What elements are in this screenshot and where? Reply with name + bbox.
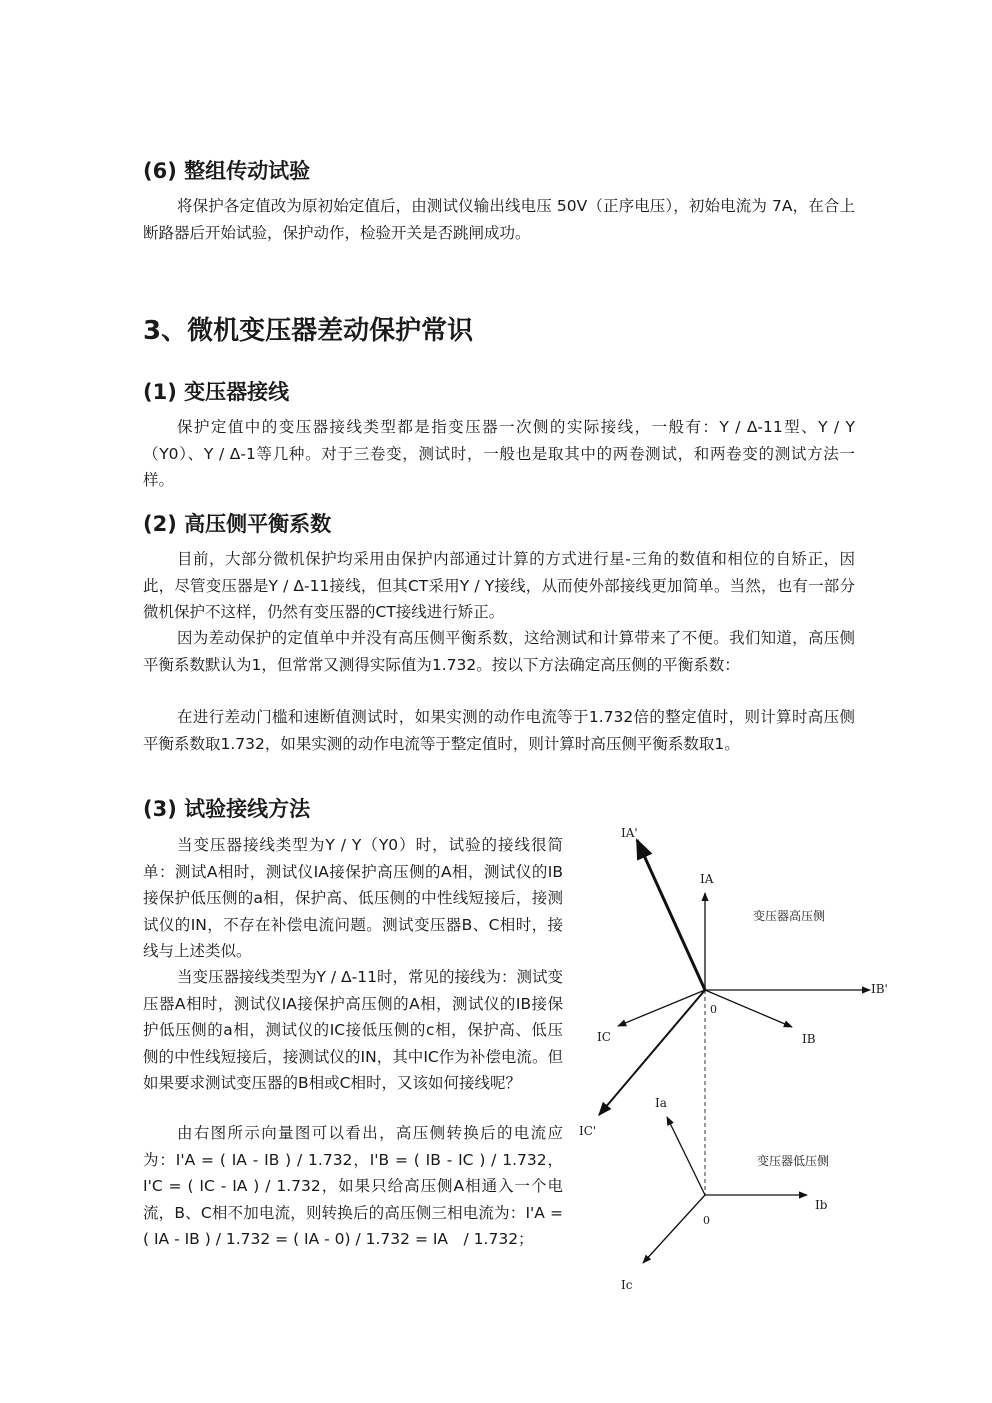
high-voltage-vectors <box>599 840 870 1115</box>
vector-ic <box>618 990 705 1026</box>
label-ib-prime: IB' <box>871 982 888 996</box>
vector-diagram <box>575 815 905 1305</box>
low-voltage-vectors <box>643 1117 807 1263</box>
subsection-2-heading: (2) 高压侧平衡系数 <box>143 512 332 536</box>
label-ia-prime: IA' <box>621 826 638 840</box>
label-ib: IB <box>802 1032 816 1046</box>
high-voltage-side-label: 变压器高压侧 <box>753 909 826 923</box>
label-ic-prime: IC' <box>579 1124 597 1138</box>
origin-upper-label: 0 <box>710 1003 717 1016</box>
subsection-1-paragraph: 保护定值中的变压器接线类型都是指变压器一次侧的实际接线，一般有：Y / Δ-11型、Y / Y（Y0）、Y / Δ-1等几种。对于三卷变，测试时，一般也是取其中的两卷测试，和两卷变的测试方法一样。 <box>143 418 855 489</box>
vector-ic-prime <box>599 990 705 1115</box>
label-ic: IC <box>597 1030 611 1044</box>
section-6-heading: (6) 整组传动试验 <box>143 159 311 183</box>
chapter-3-title: 3、微机变压器差动保护常识 <box>143 316 474 346</box>
vector-ib <box>705 990 792 1027</box>
subsection-1-heading: (1) 变压器接线 <box>143 380 290 404</box>
origin-lower-label: 0 <box>703 1214 710 1227</box>
section-6-paragraph: 将保护各定值改为原初始定值后，由测试仪输出线电压 50V（正序电压），初始电流为 7A，在合上断路器后开始试验，保护动作，检验开关是否跳闸成功。 <box>143 197 855 242</box>
label-ia-low: Ia <box>655 1096 667 1110</box>
vector-ia-prime <box>637 840 705 990</box>
subsection-2-paragraph-2: 因为差动保护的定值单中并没有高压侧平衡系数，这给测试和计算带来了不便。我们知道，高压侧平衡系数默认为1，但常常又测得实际值为1.732。按以下方法确定高压侧的平衡系数： <box>143 629 855 674</box>
subsection-2-paragraph-1: 目前，大部分微机保护均采用由保护内部通过计算的方式进行星-三角的数值和相位的自矫正，因此，尽管变压器是Y / Δ-11接线，但其CT采用Y / Y接线，从而使外部接线更加简单。当然，也有一部分微机保护不这样，仍然有变压器的CT接线进行矫正。 <box>143 550 855 621</box>
vector-ic-low <box>643 1195 705 1263</box>
subsection-3-heading: (3) 试验接线方法 <box>143 797 311 821</box>
subsection-3-paragraph-2: 当变压器接线类型为Y / Δ-11时，常见的接线为：测试变压器A相时，测试仪IA接保护高压侧的A相，测试仪的IB接保护低压侧的a相，测试仪的IC接低压侧的c相，保护高、低压侧的中性线短接后，接测试仪的IN，其中IC作为补偿电流。但如果要求测试变压器的B相或C相时，又该如何接线呢？ <box>143 968 563 1092</box>
subsection-3-paragraph-1: 当变压器接线类型为Y / Y（Y0）时，试验的接线很简单：测试A相时，测试仪IA接保护高压侧的A相，测试仪的IB接保护低压侧的a相，保护高、低压侧的中性线短接后，接测试仪的IN，不存在补偿电流问题。测试变压器B、C相时，接线与上述类似。 <box>143 836 563 960</box>
subsection-2-paragraph-3: 在进行差动门槛和速断值测试时，如果实测的动作电流等于1.732倍的整定值时，则计算时高压侧平衡系数取1.732，如果实测的动作电流等于整定值时，则计算时高压侧平衡系数取1。 <box>143 708 855 753</box>
vector-ia-low <box>667 1117 705 1195</box>
label-ic-low: Ic <box>621 1278 633 1292</box>
label-ia: IA <box>700 872 714 886</box>
subsection-3-paragraph-3: 由右图所示向量图可以看出，高压侧转换后的电流应为：I'A = ( IA - IB ) / 1.732，I'B = ( IB - IC ) / 1.732，I'C = ( IC - IA ) / 1.732，如果只给高压侧A相通入一个电流，B、C相不加电流，则转换后的高压侧三相电流为：I'A = ( IA - IB ) / 1.732 = ( IA - 0) / 1.732 = IA / 1.732； <box>143 1124 563 1248</box>
label-ib-low: Ib <box>815 1198 828 1212</box>
low-voltage-side-label: 变压器低压侧 <box>757 1154 830 1168</box>
